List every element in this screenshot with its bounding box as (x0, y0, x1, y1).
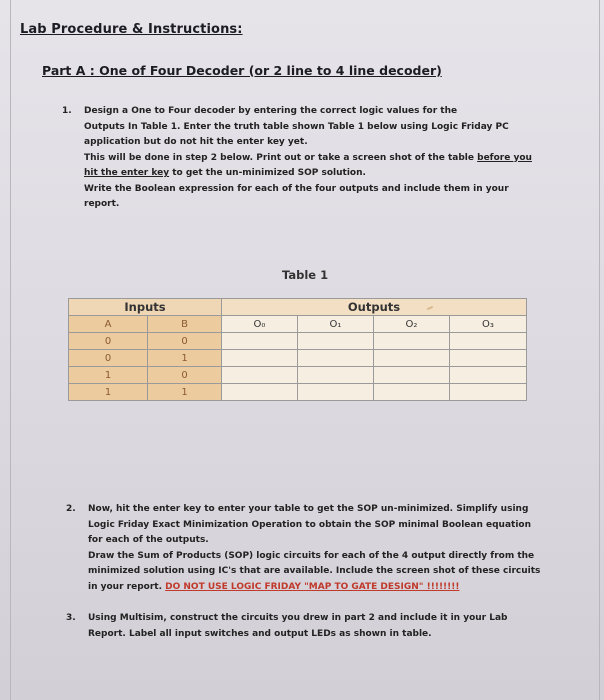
step-1-line: report. (84, 199, 120, 209)
table-row (69, 367, 527, 384)
step-2-number: 2. (66, 504, 76, 514)
column-header: A (69, 316, 148, 333)
step-2-line (88, 580, 540, 596)
step-1-line: Write the Boolean expression for each of the four outputs and include them in your (84, 183, 509, 194)
step-1-number: 1. (62, 106, 72, 116)
page-heading: Lab Procedure & Instructions: (20, 22, 243, 37)
step-1-line: Design a One to Four decoder by entering the correct logic values for the (84, 106, 458, 116)
table-row (69, 384, 527, 401)
outputs-header: Outputs (222, 299, 527, 316)
step-2-line: for each of the outputs. (88, 535, 209, 545)
step-1 (62, 104, 532, 213)
step-1-line: application but do not hit the enter key yet. (84, 137, 308, 147)
step-1-text: This will be done in step 2 below. Print out or take a screen shot of the table (84, 152, 478, 163)
step-2-line: minimized solution using IC's that are available. Include the screen shot of these circuits (88, 566, 541, 576)
step-3-line: Using Multisim, construct the circuits you drew in part 2 and include it in your Lab (88, 613, 508, 623)
table-cell[interactable] (222, 333, 298, 350)
table-cell[interactable] (222, 384, 298, 401)
truth-table (68, 298, 527, 401)
truth-table-group-row (69, 299, 527, 316)
step-1-line (84, 166, 532, 182)
part-a-title: Part A : One of Four Decoder (or 2 line to 4 line decoder) (42, 63, 442, 78)
step-2-line: Now, hit the enter key to enter your table to get the SOP un-minimized. Simplify using (88, 504, 529, 514)
table-cell: 1 (148, 384, 222, 401)
step-2 (66, 502, 541, 595)
table-cell: 1 (69, 384, 148, 401)
table-row (69, 350, 527, 367)
step-1-text: to get the un-minimized SOP solution. (169, 168, 366, 178)
table-cell[interactable] (298, 384, 374, 401)
table-cell: 0 (148, 367, 222, 384)
table-cell[interactable] (450, 367, 527, 384)
table-cell[interactable] (374, 333, 450, 350)
step-3 (66, 611, 508, 642)
inputs-header: Inputs (69, 299, 222, 316)
step-1-underlined: hit the enter key (84, 168, 170, 178)
step-2-line: Logic Friday Exact Minimization Operation to obtain the SOP minimal Boolean equation (88, 519, 531, 530)
table-cell[interactable] (450, 350, 527, 367)
table-cell: 0 (69, 333, 148, 350)
step-3-number: 3. (66, 613, 76, 623)
table-cell[interactable] (374, 367, 450, 384)
step-2-line: Draw the Sum of Products (SOP) logic circuits for each of the 4 output directly from the (88, 550, 535, 561)
warning-text: DO NOT USE LOGIC FRIDAY "MAP TO GATE DESIGN" !!!!!!!! (165, 581, 460, 592)
table-cell[interactable] (450, 333, 527, 350)
column-header: O₃ (450, 316, 527, 333)
step-1-underlined: before you (477, 152, 532, 163)
column-header: B (148, 316, 222, 333)
table-cell[interactable] (374, 384, 450, 401)
table-cell[interactable] (298, 350, 374, 367)
table-cell[interactable] (298, 367, 374, 384)
table-cell: 1 (69, 367, 148, 384)
step-3-line: Report. Label all input switches and output LEDs as shown in table. (88, 628, 432, 639)
column-header: O₀ (222, 316, 298, 333)
table-cell[interactable] (222, 350, 298, 367)
table-cell[interactable] (298, 333, 374, 350)
table-row (69, 333, 527, 350)
table-cell: 0 (148, 333, 222, 350)
table-cell[interactable] (222, 367, 298, 384)
table-cell[interactable] (450, 384, 527, 401)
table-cell[interactable] (374, 350, 450, 367)
step-1-line: Outputs In Table 1. Enter the truth table shown Table 1 below using Logic Friday PC (84, 121, 509, 132)
step-2-text: in your report. (88, 581, 166, 592)
table-cell: 0 (69, 350, 148, 367)
table-cell: 1 (148, 350, 222, 367)
step-1-line (84, 151, 532, 167)
column-header: O₂ (374, 316, 450, 333)
table-caption: Table 1 (282, 268, 329, 282)
column-header: O₁ (298, 316, 374, 333)
truth-table-column-row (69, 316, 527, 333)
